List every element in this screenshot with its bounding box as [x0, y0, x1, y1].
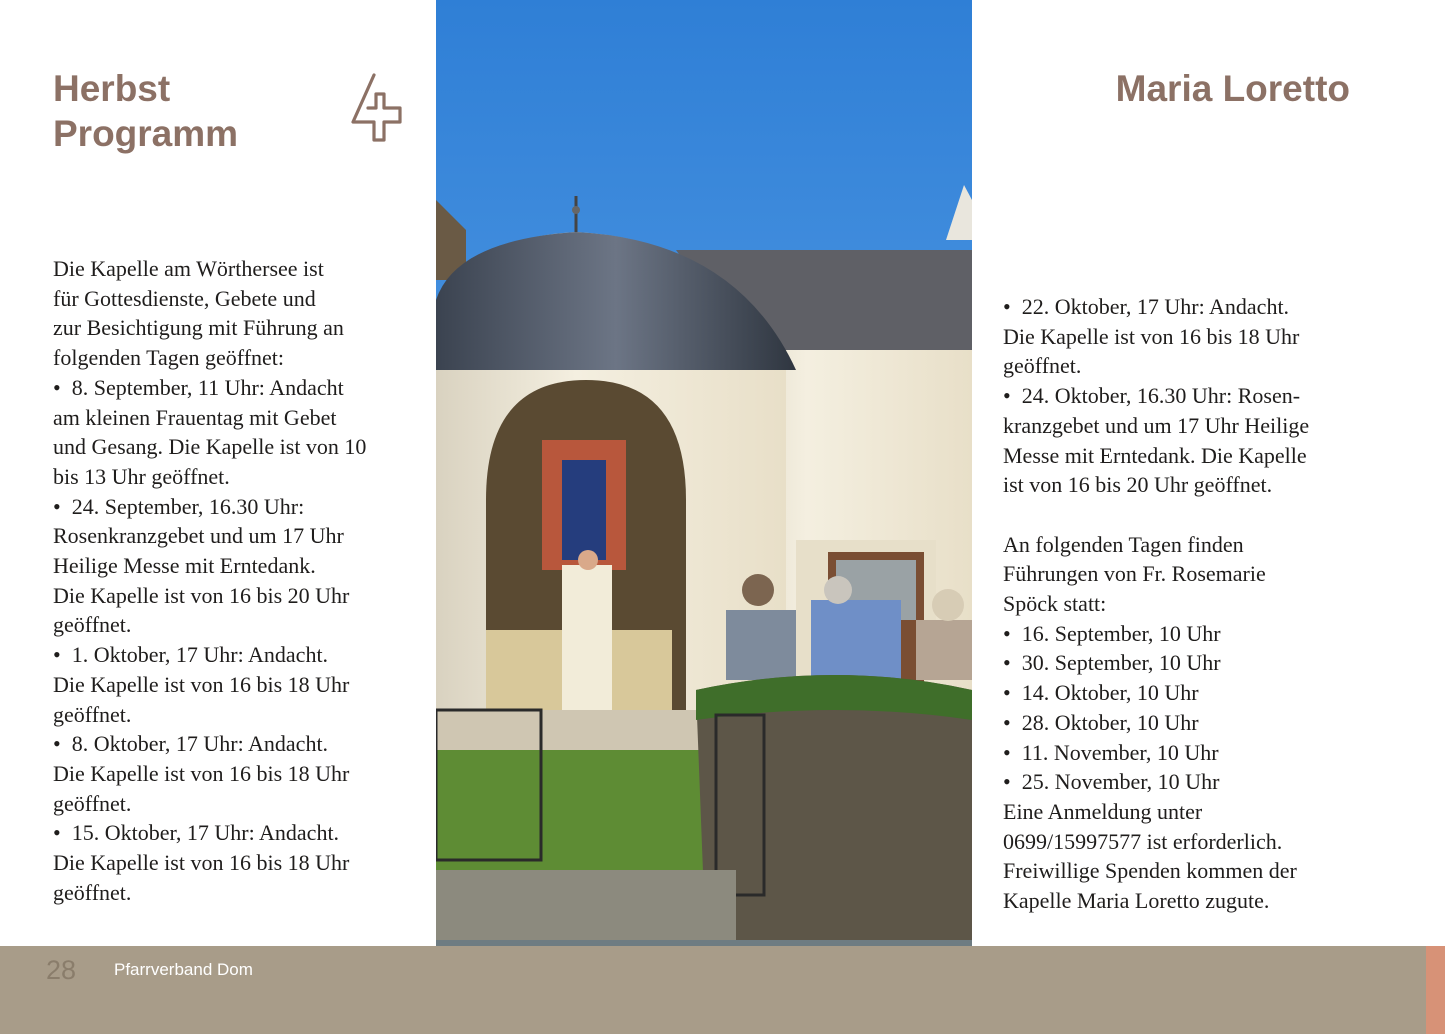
event-line: Heilige Messe mit Erntedank.	[53, 553, 316, 579]
paragraph-gap	[1003, 500, 1383, 530]
footer-accent	[1426, 946, 1445, 1034]
outro-line: Eine Anmeldung unter	[1003, 798, 1203, 824]
event-line: bis 13 Uhr geöffnet.	[53, 463, 230, 489]
page-title	[53, 66, 333, 156]
event-line: Rosenkranzgebet und um 17 Uhr	[53, 523, 344, 549]
event-line: • 8. Oktober, 17 Uhr: Andacht.	[53, 729, 408, 759]
tours-intro-line: Führungen von Fr. Rosemarie	[1003, 561, 1266, 587]
tours-intro-line: Spöck statt:	[1003, 591, 1107, 617]
event-line: geöffnet.	[1003, 353, 1082, 379]
event-line: • 24. Oktober, 16.30 Uhr: Rosen-	[1003, 381, 1383, 411]
event-line: geöffnet.	[53, 790, 132, 816]
event-line: • 24. September, 16.30 Uhr:	[53, 492, 408, 522]
intro-line: folgenden Tagen geöffnet:	[53, 345, 285, 371]
event-line: ist von 16 bis 20 Uhr geöffnet.	[1003, 472, 1273, 498]
event-line: • 15. Oktober, 17 Uhr: Andacht.	[53, 818, 408, 848]
event-line: Die Kapelle ist von 16 bis 20 Uhr	[53, 582, 350, 608]
title-line-1: Herbst	[53, 68, 171, 109]
tour-date: • 25. November, 10 Uhr	[1003, 767, 1383, 797]
event-line: Messe mit Erntedank. Die Kapelle	[1003, 442, 1307, 468]
event-line: • 1. Oktober, 17 Uhr: Andacht.	[53, 640, 408, 670]
outro-line: Kapelle Maria Loretto zugute.	[1003, 888, 1270, 914]
tour-date: • 11. November, 10 Uhr	[1003, 738, 1383, 768]
outro-line: Freiwillige Spenden kommen der	[1003, 858, 1297, 884]
chapel-photo	[436, 0, 972, 1034]
intro-line: für Gottesdienste, Gebete und	[53, 285, 316, 311]
event-line: geöffnet.	[53, 612, 132, 638]
page-number: 28	[46, 955, 77, 985]
tour-date: • 28. Oktober, 10 Uhr	[1003, 708, 1383, 738]
event-line: kranzgebet und um 17 Uhr Heilige	[1003, 412, 1310, 438]
publication-name: Pfarrverband Dom	[114, 960, 253, 979]
tour-date: • 16. September, 10 Uhr	[1003, 619, 1383, 649]
event-line: Die Kapelle ist von 16 bis 18 Uhr	[53, 760, 350, 786]
outro-line: 0699/15997577 ist erforderlich.	[1003, 828, 1283, 854]
event-line: geöffnet.	[53, 701, 132, 727]
event-line: • 8. September, 11 Uhr: Andacht	[53, 373, 408, 403]
intro-line: zur Besichtigung mit Führung an	[53, 315, 344, 341]
tours-intro-line: An folgenden Tagen finden	[1003, 531, 1244, 557]
right-column	[1003, 292, 1383, 916]
event-line: Die Kapelle ist von 16 bis 18 Uhr	[1003, 323, 1300, 349]
section-title: Maria Loretto	[1115, 68, 1350, 109]
title-line-2: Programm	[53, 113, 239, 154]
event-line: Die Kapelle ist von 16 bis 18 Uhr	[53, 850, 350, 876]
event-line: Die Kapelle ist von 16 bis 18 Uhr	[53, 671, 350, 697]
event-line: geöffnet.	[53, 879, 132, 905]
intro-line: Die Kapelle am Wörthersee ist	[53, 256, 324, 281]
cross-icon	[350, 72, 404, 144]
tour-date: • 30. September, 10 Uhr	[1003, 648, 1383, 678]
event-line: am kleinen Frauentag mit Gebet	[53, 404, 337, 430]
left-column	[53, 254, 408, 907]
tour-date: • 14. Oktober, 10 Uhr	[1003, 678, 1383, 708]
event-line: • 22. Oktober, 17 Uhr: Andacht.	[1003, 292, 1383, 322]
event-line: und Gesang. Die Kapelle ist von 10	[53, 434, 367, 460]
